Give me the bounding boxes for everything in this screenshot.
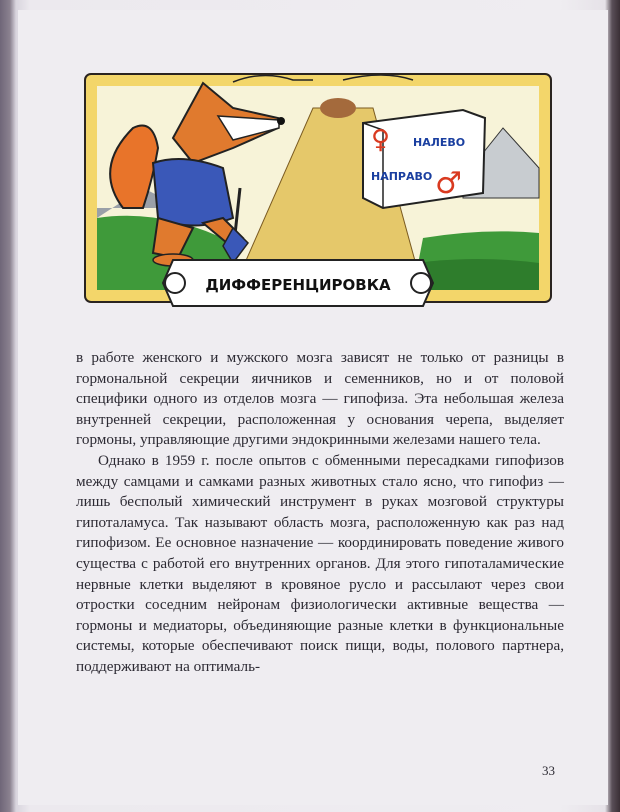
page-number: 33 — [542, 763, 555, 778]
male-symbol: ♂ — [435, 166, 462, 201]
fox-signpost-picture — [83, 68, 553, 313]
body-text — [76, 348, 564, 678]
banner-title: ДИФФЕРЕНЦИРОВКА — [205, 276, 391, 294]
paragraph-1: в работе женского и мужского мозга зависят не только от разницы в гормональной секреции яичников и семенников, но и от половой специфики одного из отделов мозга — гипофиза. Эта небольшая железа внутренней секреции, расположенная у основания черепа, выделяет гормоны, управляющие другими эндокринными железами нашего тела. — [76, 349, 564, 449]
sign-right-label: НАПРАВО — [371, 170, 433, 183]
paragraph-2: Однако в 1959 г. после опытов с обменными пересадками гипофизов между самцами и самками разных животных стало ясно, что гипофиз — лишь бесполый химический инструмент в руках мозговой структуры гипоталамуса. Так называют область мозга, расположенную как раз над гипофизом. Ее основное назначение — координировать поведение живого существа с работой его внутренних органов. Для этого гипоталамические нервные клетки выделяют в кровяное русло и рассылают через свои отростки соседним нейронам физиологически активные вещества — гормоны и медиаторы, объединяющие разные клетки в функциональные системы, которые обеспечивают поиск пищи, воды, полового партнера, поддерживают на оптималь- — [76, 451, 564, 675]
sign-left-label: НАЛЕВО — [413, 136, 466, 149]
chapter-illustration — [83, 68, 553, 313]
female-symbol: ♀ — [371, 125, 391, 155]
page — [18, 10, 608, 805]
